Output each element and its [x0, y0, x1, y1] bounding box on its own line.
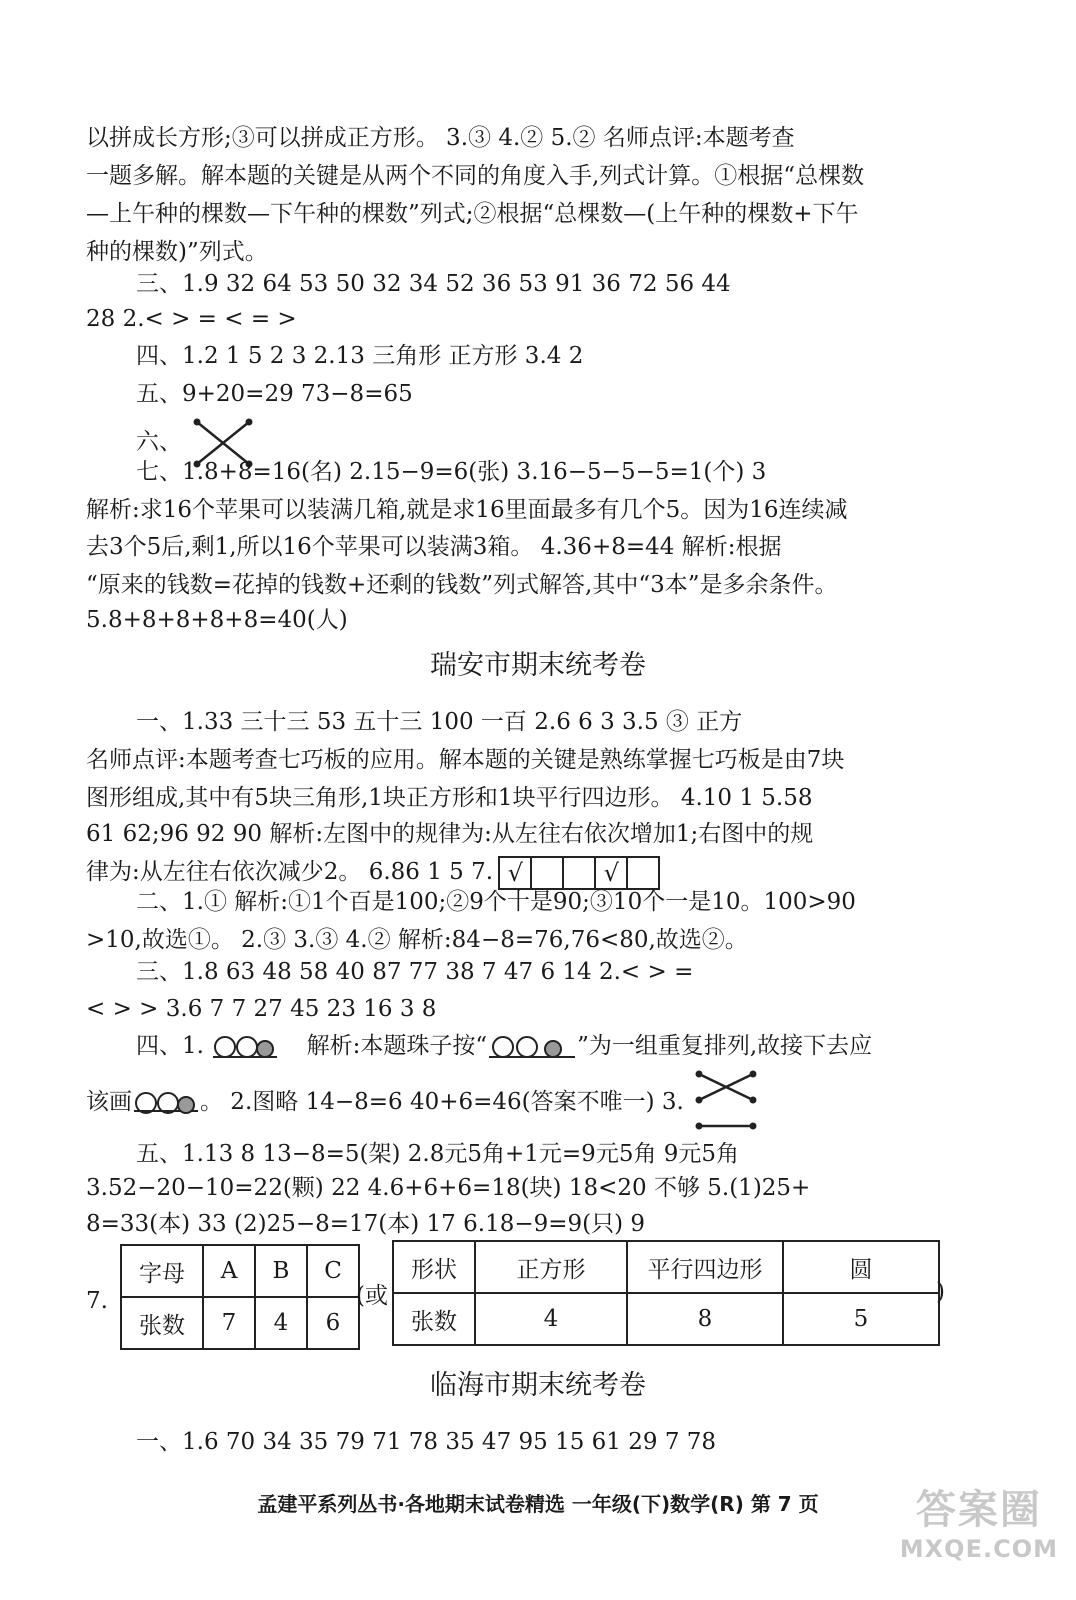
text-line: 3.52−20−10=22(颗) 22 4.6+6+6=18(块) 18<20 不够 5.(1)25+	[86, 1175, 811, 1201]
table-cell: 平行四边形	[627, 1241, 783, 1293]
text-line: 七、1.8+8=16(名) 2.15−9=6(张) 3.16−5−5−5=1(个) 3	[136, 459, 767, 485]
text-segment: 四、1.	[136, 1033, 204, 1059]
table-cell: 张数	[121, 1297, 203, 1349]
text-line: “原来的钱数=花掉的钱数+还剩的钱数”列式解答,其中“3本”是多余条件。	[86, 572, 838, 598]
section-title: 临海市期末统考卷	[430, 1370, 646, 1401]
text-line: 一、1.33 三十三 53 五十三 100 一百 2.6 6 3 3.5 ③ 正方	[136, 709, 743, 735]
table-row	[121, 1297, 359, 1349]
text-line: 名师点评:本题考查七巧板的应用。解本题的关键是熟练掌握七巧板是由7块	[86, 747, 845, 773]
text-segment: 该画	[86, 1089, 132, 1115]
text-line: 三、1.9 32 64 53 50 32 34 52 36 53 91 36 72 56 44	[136, 271, 731, 297]
table-cell: A	[203, 1245, 255, 1297]
text-line: 一题多解。解本题的关键是从两个不同的角度入手,列式计算。①根据“总棵数	[86, 163, 865, 189]
watermark-url: MXQE.COM	[899, 1535, 1058, 1563]
check-box: √	[594, 856, 628, 890]
table-cell: 4	[475, 1293, 627, 1345]
table-cell: 7	[203, 1297, 255, 1349]
question-number: 7.	[86, 1288, 108, 1314]
text-line: 61 62;96 92 90 解析:左图中的规律为:从左往右依次增加1;右图中的规	[86, 821, 814, 847]
text-line: 二、1.① 解析:①1个百是100;②9个十是90;③10个一是10。100>90	[136, 889, 856, 915]
cross-and-bar-figure	[691, 1068, 761, 1138]
text-line: 28 2.< > = < = >	[86, 306, 297, 332]
text-segment: 律为:从左往右依次减少2。 6.86 1 5 7.	[86, 859, 494, 885]
or-label: (或	[356, 1283, 388, 1309]
text-line-with-boxes	[86, 856, 986, 890]
watermark-logo	[900, 1478, 1058, 1563]
table-cell: 字母	[121, 1245, 203, 1297]
table-row	[393, 1241, 939, 1293]
table-cell: C	[307, 1245, 359, 1297]
text-line: 一、1.6 70 34 35 79 71 78 35 47 95 15 61 29 7 78	[136, 1429, 717, 1455]
text-line: 解析:求16个苹果可以装满几箱,就是求16里面最多有几个5。因为16连续减	[86, 497, 848, 523]
text-line: 五、1.13 8 13−8=5(架) 2.8元5角+1元=9元5角 9元5角	[136, 1141, 740, 1167]
close-paren: )	[936, 1279, 945, 1305]
text-line: 种的棵数)”列式。	[86, 239, 268, 265]
text-line: 去3个5后,剩1,所以16个苹果可以装满3箱。 4.36+8=44 解析:根据	[86, 534, 782, 560]
table-cell: 6	[307, 1297, 359, 1349]
text-line: 图形组成,其中有5块三角形,1块正方形和1块平行四边形。 4.10 1 5.58	[86, 785, 813, 811]
text-line: 以拼成长方形;③可以拼成正方形。 3.③ 4.② 5.② 名师点评:本题考查	[86, 125, 795, 151]
table-row	[121, 1245, 359, 1297]
text-line: 5.8+8+8+8+8=40(人)	[86, 607, 348, 633]
text-segment: 。 2.图略 14−8=6 40+6=46(答案不唯一) 3.	[200, 1089, 684, 1115]
beads-figure	[132, 1089, 200, 1117]
text-line: 五、9+20=29 73−8=65	[136, 381, 413, 407]
text-line: >10,故选①。 2.③ 3.③ 4.② 解析:84−8=76,76<80,故选②。	[86, 927, 748, 953]
text-segment: 解析:本题珠子按“	[306, 1033, 488, 1059]
section-label: 六、	[136, 429, 182, 455]
beads-figure	[487, 1033, 577, 1061]
table-cell: 4	[255, 1297, 307, 1349]
text-line: —上午种的棵数—下午种的棵数”列式;②根据“总棵数—(上午种的棵数+下午	[86, 201, 859, 227]
beads-figure	[211, 1033, 279, 1061]
watermark-text: 答案圈	[915, 1487, 1042, 1533]
text-line: 四、1.2 1 5 2 3 2.13 三角形 正方形 3.4 2	[136, 343, 584, 369]
letter-count-table	[120, 1244, 360, 1350]
check-box	[530, 856, 564, 890]
text-line: 8=33(本) 33 (2)25−8=17(本) 17 6.18−9=9(只) 9	[86, 1211, 646, 1237]
table-cell: 张数	[393, 1293, 475, 1345]
table-cell: 形状	[393, 1241, 475, 1293]
bead-line	[86, 1086, 986, 1138]
check-box	[626, 856, 660, 890]
bead-line	[136, 1030, 986, 1062]
shape-count-table	[392, 1240, 940, 1346]
table-cell: 8	[627, 1293, 783, 1345]
section-title: 瑞安市期末统考卷	[430, 650, 646, 681]
table-cell: 圆	[783, 1241, 939, 1293]
answer-boxes	[500, 856, 660, 890]
table-cell: 5	[783, 1293, 939, 1345]
table-cell: 正方形	[475, 1241, 627, 1293]
text-line: < > > 3.6 7 7 27 45 23 16 3 8	[86, 996, 437, 1022]
text-line: 三、1.8 63 48 58 40 87 77 38 7 47 6 14 2.< > =	[136, 959, 694, 985]
table-row	[393, 1293, 939, 1345]
check-box	[562, 856, 596, 890]
text-segment: ”为一组重复排列,故接下去应	[577, 1033, 873, 1059]
table-cell: B	[255, 1245, 307, 1297]
check-box: √	[498, 856, 532, 890]
page-footer: 孟建平系列丛书·各地期末试卷精选 一年级(下)数学(R) 第 7 页	[257, 1492, 819, 1516]
